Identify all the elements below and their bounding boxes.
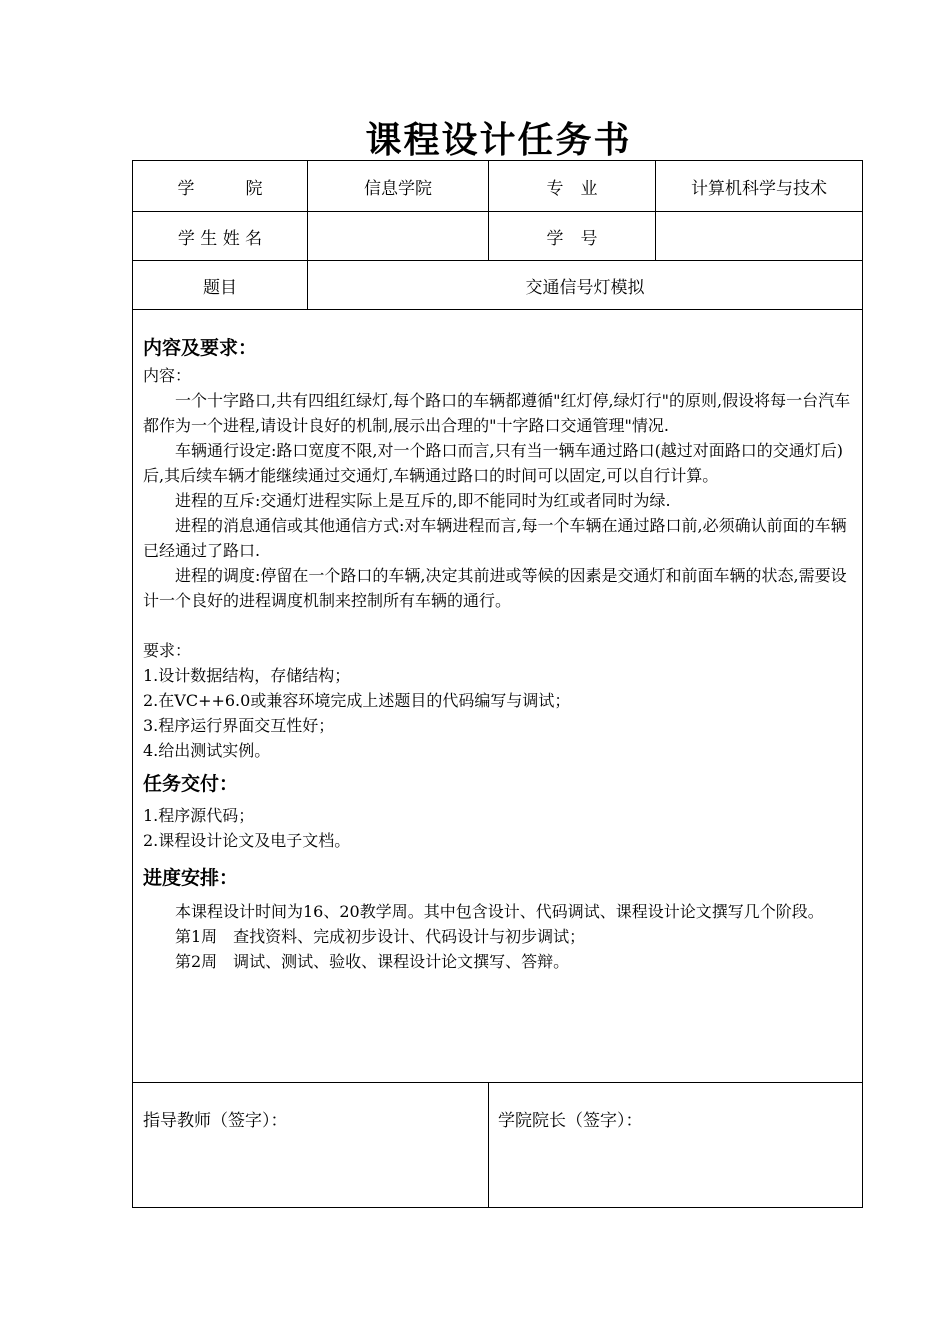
schedule-week: 第1周 查找资料、完成初步设计、代码设计与初步调试； (175, 927, 586, 946)
schedule-week: 第2周 调试、测试、验收、课程设计论文撰写、答辩。 (175, 952, 570, 971)
topic-value: 交通信号灯模拟 (525, 277, 645, 298)
content-section (143, 321, 855, 974)
col-divider (488, 1082, 489, 1208)
requirement-item: 1.设计数据结构，存储结构； (143, 666, 351, 685)
student-name-label: 学 生 姓 名 (177, 228, 263, 249)
content-sub-label: 内容： (143, 366, 192, 385)
student-name-value[interactable] (308, 212, 488, 260)
major-label: 专 业 (546, 178, 598, 199)
content-paragraph: 进程的调度:停留在一个路口的车辆,决定其前进或等候的因素是交通灯和前面车辆的状态,需要设计一个良好的进程调度机制来控制所有车辆的通行。 (143, 566, 847, 610)
requirement-item: 3.程序运行界面交互性好； (143, 716, 335, 735)
delivery-heading: 任务交付： (143, 773, 239, 795)
advisor-signature-label: 指导教师（签字）： (143, 1111, 288, 1131)
dean-signature-label: 学院院长（签字）： (498, 1111, 643, 1131)
delivery-item: 1.程序源代码； (143, 806, 255, 825)
college-label: 学 院 (177, 178, 263, 199)
college-value: 信息学院 (364, 178, 432, 199)
student-id-label: 学 号 (546, 228, 598, 249)
requirements-label: 要求： (143, 641, 192, 660)
requirement-item: 4.给出测试实例。 (143, 741, 271, 760)
task-table (132, 160, 863, 1208)
schedule-intro: 本课程设计时间为16、20教学周。其中包含设计、代码调试、课程设计论文撰写几个阶段。 (175, 902, 824, 921)
schedule-heading: 进度安排： (143, 867, 239, 889)
delivery-item: 2.课程设计论文及电子文档。 (143, 831, 351, 850)
content-paragraph: 车辆通行设定:路口宽度不限,对一个路口而言,只有当一辆车通过路口(越过对面路口的交通灯后)后,其后续车辆才能继续通过交通灯,车辆通过路口的时间可以固定,可以自行计算。 (143, 441, 844, 485)
requirement-item: 2.在VC++6.0或兼容环境完成上述题目的代码编写与调试； (143, 691, 571, 710)
content-heading: 内容及要求： (143, 337, 258, 359)
major-value: 计算机科学与技术 (691, 178, 827, 199)
row-divider (133, 309, 862, 310)
content-paragraph: 一个十字路口,共有四组红绿灯,每个路口的车辆都遵循"红灯停,绿灯行"的原则,假设将每一台汽车都作为一个进程,请设计良好的机制,展示出合理的"十字路口交通管理"情况. (143, 391, 851, 435)
page-title: 课程设计任务书 (365, 120, 632, 161)
topic-label: 题目 (203, 277, 237, 298)
content-paragraph: 进程的消息通信或其他通信方式:对车辆进程而言,每一个车辆在通过路口前,必须确认前面的车辆已经通过了路口. (143, 516, 847, 560)
content-paragraph: 进程的互斥:交通灯进程实际上是互斥的,即不能同时为红或者同时为绿. (175, 491, 671, 510)
student-id-value[interactable] (656, 212, 862, 260)
row-divider (133, 1082, 862, 1083)
